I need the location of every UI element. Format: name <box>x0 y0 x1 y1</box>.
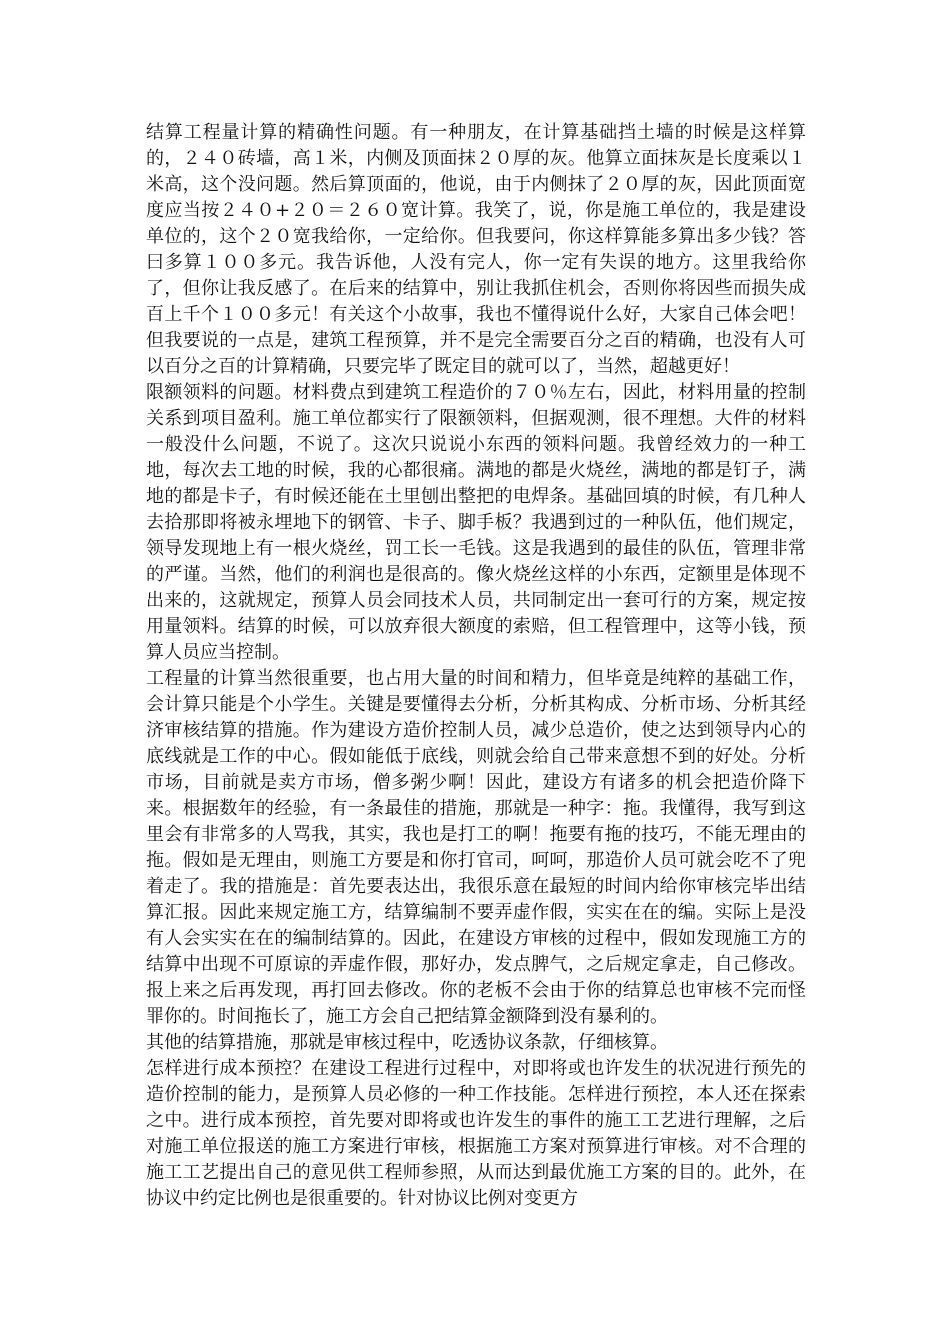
paragraph-analysis-measures: 工程量的计算当然很重要，也占用大量的时间和精力，但毕竟是纯粹的基础工作，会计算只能是个小学生。关键是要懂得去分析，分析其构成、分析市场、分析其经济审核结算的措施。作为建设方造价控制人员，减少总造价，使之达到领导内心的底线就是工作的中心。假如能低于底线，则就会给自己带来意想不到的好处。分析市场，目前就是卖方市场，僧多粥少啊！因此，建设方有诸多的机会把造价降下来。根据数年的经验，有一条最佳的措施，那就是一种字：拖。我懂得，我写到这里会有非常多的人骂我，其实，我也是打工的啊！拖要有拖的技巧，不能无理由的拖。假如是无理由，则施工方要是和你打官司，呵呵，那造价人员可就会吃不了兜着走了。我的措施是：首先要表达出，我很乐意在最短的时间内给你审核完毕出结算汇报。因此来规定施工方，结算编制不要弄虚作假，实实在在的编。实际上是没有人会实实在在的编制结算的。因此，在建设方审核的过程中，假如发现施工方的结算中出现不可原谅的弄虚作假，那好办，发点脾气，之后规定拿走，自己修改。报上来之后再发现，再打回去修改。你的老板不会由于你的结算总也审核不完而怪罪你的。时间拖长了，施工方会自己把结算金额降到没有暴利的。 <box>146 668 806 1027</box>
paragraph-cost-precontrol: 怎样进行成本预控？在建设工程进行过程中，对即将或也许发生的状况进行预先的造价控制的能力，是预算人员必修的一种工作技能。怎样进行预控，本人还在探索之中。进行成本预控，首先要对即将或也许发生的事件的施工工艺进行理解，之后对施工单位报送的施工方案进行审核，根据施工方案对预算进行审核。对不合理的施工工艺提出自己的意见供工程师参照，从而达到最优施工方案的目的。此外，在协议中约定比例也是很重要的。针对协议比例对变更方 <box>146 1058 806 1209</box>
paragraph-settlement-accuracy: 结算工程量计算的精确性问题。有一种朋友，在计算基础挡土墙的时候是这样算的，２４０砖墙，高１米，内侧及顶面抹２０厚的灰。他算立面抹灰是长度乘以１米高，这个没问题。然后算顶面的，他说，由于内侧抹了２０厚的灰，因此顶面宽度应当按２４０+２０＝２６０宽计算。我笑了，说，你是施工单位的，我是建设单位的，这个２０宽我给你，一定给你。但我要问，你这样算能多算出多少钱？答曰多算１００多元。我告诉他，人没有完人，你一定有失误的地方。这里我给你了，但你让我反感了。在后来的结算中，别让我抓住机会，否则你将因些而损失成百上千个１００多元！有关这个小故事，我也不懂得说什么好，大家自己体会吧！但我要说的一点是，建筑工程预算，并不是完全需要百分之百的精确，也没有人可以百分之百的计算精确，只要完毕了既定目的就可以了，当然，超越更好！ <box>146 122 806 377</box>
paragraph-other-measures: 其他的结算措施，那就是审核过程中，吃透协议条款，仔细核算。 <box>146 1032 668 1053</box>
paragraph-material-quota: 限额领料的问题。材料费点到建筑工程造价的７０％左右，因此，材料用量的控制关系到项目盈利。施工单位都实行了限额领料，但据观测，很不理想。大件的材料一般没什么问题，不说了。这次只说说小东西的领料问题。我曾经效力的一种工地，每次去工地的时候，我的心都很痛。满地的都是火烧丝，满地的都是钉子，满地的都是卡子，有时候还能在土里刨出整把的电焊条。基础回填的时候，有几种人去拾那即将被永埋地下的钢管、卡子、脚手板？我遇到过的一种队伍，他们规定，领导发现地上有一根火烧丝，罚工长一毛钱。这是我遇到的最佳的队伍，管理非常的严谨。当然，他们的利润也是很高的。像火烧丝这样的小东西，定额里是体现不出来的，这就规定，预算人员会同技术人员，共同制定出一套可行的方案，规定按用量领料。结算的时候，可以放弃很大额度的索赔，但工程管理中，这等小钱，预算人员应当控制。 <box>146 382 806 663</box>
document-body <box>146 120 806 1212</box>
